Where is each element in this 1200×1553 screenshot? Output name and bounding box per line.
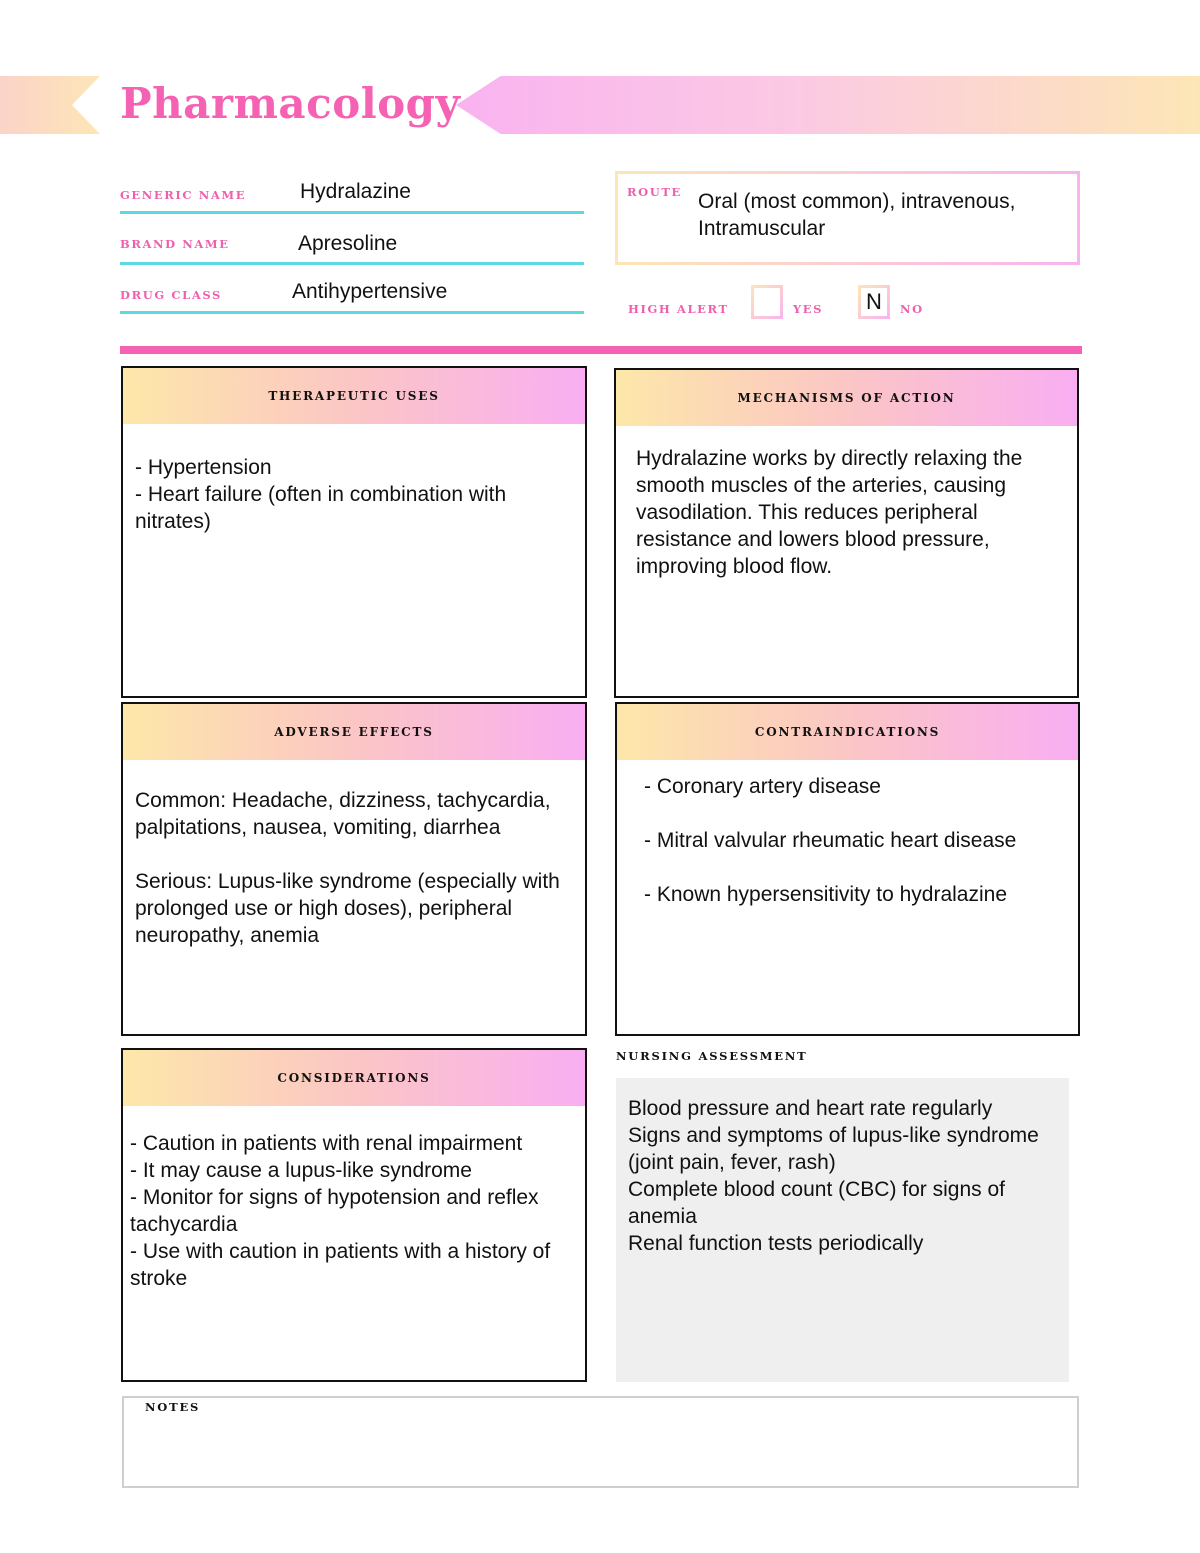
adverse-effects-text[interactable]: Common: Headache, dizziness, tachycardia, palpitations, nausea, vomiting, diarrhea Serious: Lupus-like syndrome (especially with prolonged use or high doses), peripheral neuropathy, anemia (135, 789, 560, 947)
notes-box[interactable] (122, 1396, 1079, 1488)
high-alert-no-checkbox[interactable]: N (858, 285, 890, 319)
mechanisms-of-action-header (616, 370, 1077, 426)
drug-class-underline (120, 311, 584, 314)
high-alert-label: HIGH ALERT (628, 302, 729, 316)
therapeutic-uses-box (121, 366, 587, 698)
high-alert-yes-label: YES (793, 302, 824, 316)
route-value[interactable]: Oral (most common), intravenous, Intramuscular (698, 190, 1016, 240)
brand-name-label: BRAND NAME (120, 237, 230, 251)
contraindication-item[interactable]: - Known hypersensitivity to hydralazine (644, 883, 1008, 906)
brand-name-value[interactable]: Apresoline (298, 232, 398, 255)
notes-title: NOTES (145, 1400, 201, 1414)
adverse-effects-header (123, 704, 585, 760)
considerations-box (121, 1048, 587, 1382)
contraindications-header (617, 704, 1078, 760)
considerations-text[interactable]: - Caution in patients with renal impairment - It may cause a lupus-like syndrome - Monitor for signs of hypotension and reflex tachycardia - Use with caution in patients with a history of stroke (130, 1132, 551, 1290)
contraindications-box (615, 702, 1080, 1036)
therapeutic-uses-title: THERAPEUTIC USES (268, 389, 440, 403)
section-divider (120, 346, 1082, 354)
contraindication-item[interactable]: - Coronary artery disease (644, 775, 881, 798)
generic-name-label: GENERIC NAME (120, 188, 247, 202)
nursing-assessment-text[interactable]: Blood pressure and heart rate regularly Signs and symptoms of lupus-like syndrome (joint pain, fever, rash) Complete blood count (CBC) for signs of anemia Renal function tests periodically (628, 1097, 1039, 1255)
route-box (615, 171, 1080, 265)
brand-name-underline (120, 262, 584, 265)
nursing-assessment-box (616, 1078, 1069, 1382)
page-title: Pharmacology (120, 79, 461, 128)
route-label: ROUTE (627, 185, 682, 199)
adverse-effects-box (121, 702, 587, 1036)
banner-left-decoration (0, 76, 100, 134)
therapeutic-uses-text[interactable]: - Hypertension - Heart failure (often in combination with nitrates) (135, 456, 507, 533)
contraindication-item[interactable]: - Mitral valvular rheumatic heart disease (644, 829, 1017, 852)
mechanisms-of-action-text[interactable]: Hydralazine works by directly relaxing the smooth muscles of the arteries, causing vasodilation. This reduces peripheral resistance and lowers blood pressure, improving blood flow. (636, 447, 1023, 578)
banner-right-decoration (456, 76, 1200, 134)
contraindications-title: CONTRAINDICATIONS (754, 725, 941, 739)
therapeutic-uses-header (123, 368, 585, 424)
contraindications-list (644, 773, 1070, 908)
mechanisms-of-action-box (614, 368, 1079, 698)
drug-class-label: DRUG CLASS (120, 288, 222, 302)
drug-class-value[interactable]: Antihypertensive (292, 280, 448, 303)
mechanisms-of-action-title: MECHANISMS OF ACTION (737, 391, 956, 405)
high-alert-yes-checkbox[interactable] (751, 285, 783, 319)
adverse-effects-title: ADVERSE EFFECTS (274, 725, 434, 739)
considerations-header (123, 1050, 585, 1106)
nursing-assessment-title: NURSING ASSESSMENT (616, 1049, 808, 1063)
high-alert-no-label: NO (900, 302, 924, 316)
considerations-title: CONSIDERATIONS (277, 1071, 431, 1085)
generic-name-underline (120, 211, 584, 214)
generic-name-value[interactable]: Hydralazine (300, 180, 411, 203)
